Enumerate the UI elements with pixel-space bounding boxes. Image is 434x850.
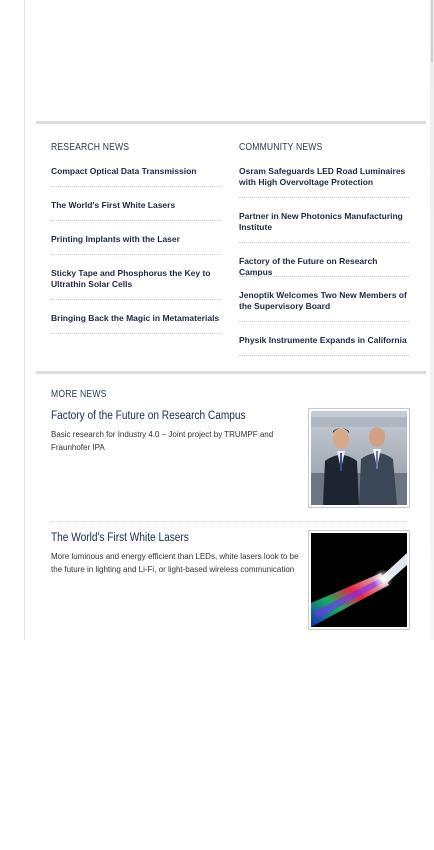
story-thumbnail[interactable]	[308, 530, 410, 630]
divider	[51, 186, 221, 187]
story-description: Basic research for Industry 4.0 – Joint project by TRUMPF and Fraunhofer IPA	[51, 430, 274, 452]
scrollbar[interactable]	[430, 0, 434, 640]
community-news-item[interactable]: Jenoptik Welcomes Two New Members of the Supervisory Board	[239, 290, 407, 311]
divider	[239, 242, 409, 243]
divider	[51, 220, 221, 221]
section-divider	[36, 121, 426, 124]
story-description: More luminous and energy efficient than LEDs, white lasers look to be the future in lighting and Li-Fi, or light-based wireless communication	[51, 552, 299, 574]
section-divider	[36, 371, 426, 374]
community-news-item[interactable]: Physik Instrumente Expands in California	[239, 335, 407, 345]
divider	[239, 355, 409, 356]
research-news-heading: RESEARCH NEWS	[51, 142, 130, 153]
divider	[51, 254, 221, 255]
story-thumbnail[interactable]	[308, 408, 410, 508]
divider	[239, 276, 409, 277]
banner-placeholder	[24, 0, 430, 118]
community-news-item[interactable]: Partner in New Photonics Manufacturing Institute	[239, 211, 403, 232]
divider	[51, 521, 407, 522]
two-men-in-suits-photo	[311, 411, 407, 505]
story-title[interactable]: The World's First White Lasers	[51, 532, 189, 544]
community-news-heading: COMMUNITY NEWS	[239, 142, 323, 153]
community-news-item[interactable]: Factory of the Future on Research Campus	[239, 256, 378, 277]
research-news-item[interactable]: Bringing Back the Magic in Metamaterials	[51, 313, 220, 323]
research-news-item[interactable]: Sticky Tape and Phosphorus the Key to Ultrathin Solar Cells	[51, 268, 211, 289]
white-laser-beam-photo	[311, 533, 407, 627]
community-news-item[interactable]: Osram Safeguards LED Road Luminaires with High Overvoltage Protection	[239, 166, 406, 187]
story-title[interactable]: Factory of the Future on Research Campus	[51, 410, 246, 422]
divider	[239, 321, 409, 322]
research-news-item[interactable]: Compact Optical Data Transmission	[51, 166, 197, 176]
divider	[239, 197, 409, 198]
scrollbar-thumb[interactable]	[431, 0, 433, 62]
research-news-item[interactable]: Printing Implants with the Laser	[51, 234, 180, 244]
research-news-item[interactable]: The World's First White Lasers	[51, 200, 176, 210]
more-news-heading: MORE NEWS	[51, 389, 107, 400]
divider	[51, 299, 221, 300]
divider	[51, 333, 221, 334]
